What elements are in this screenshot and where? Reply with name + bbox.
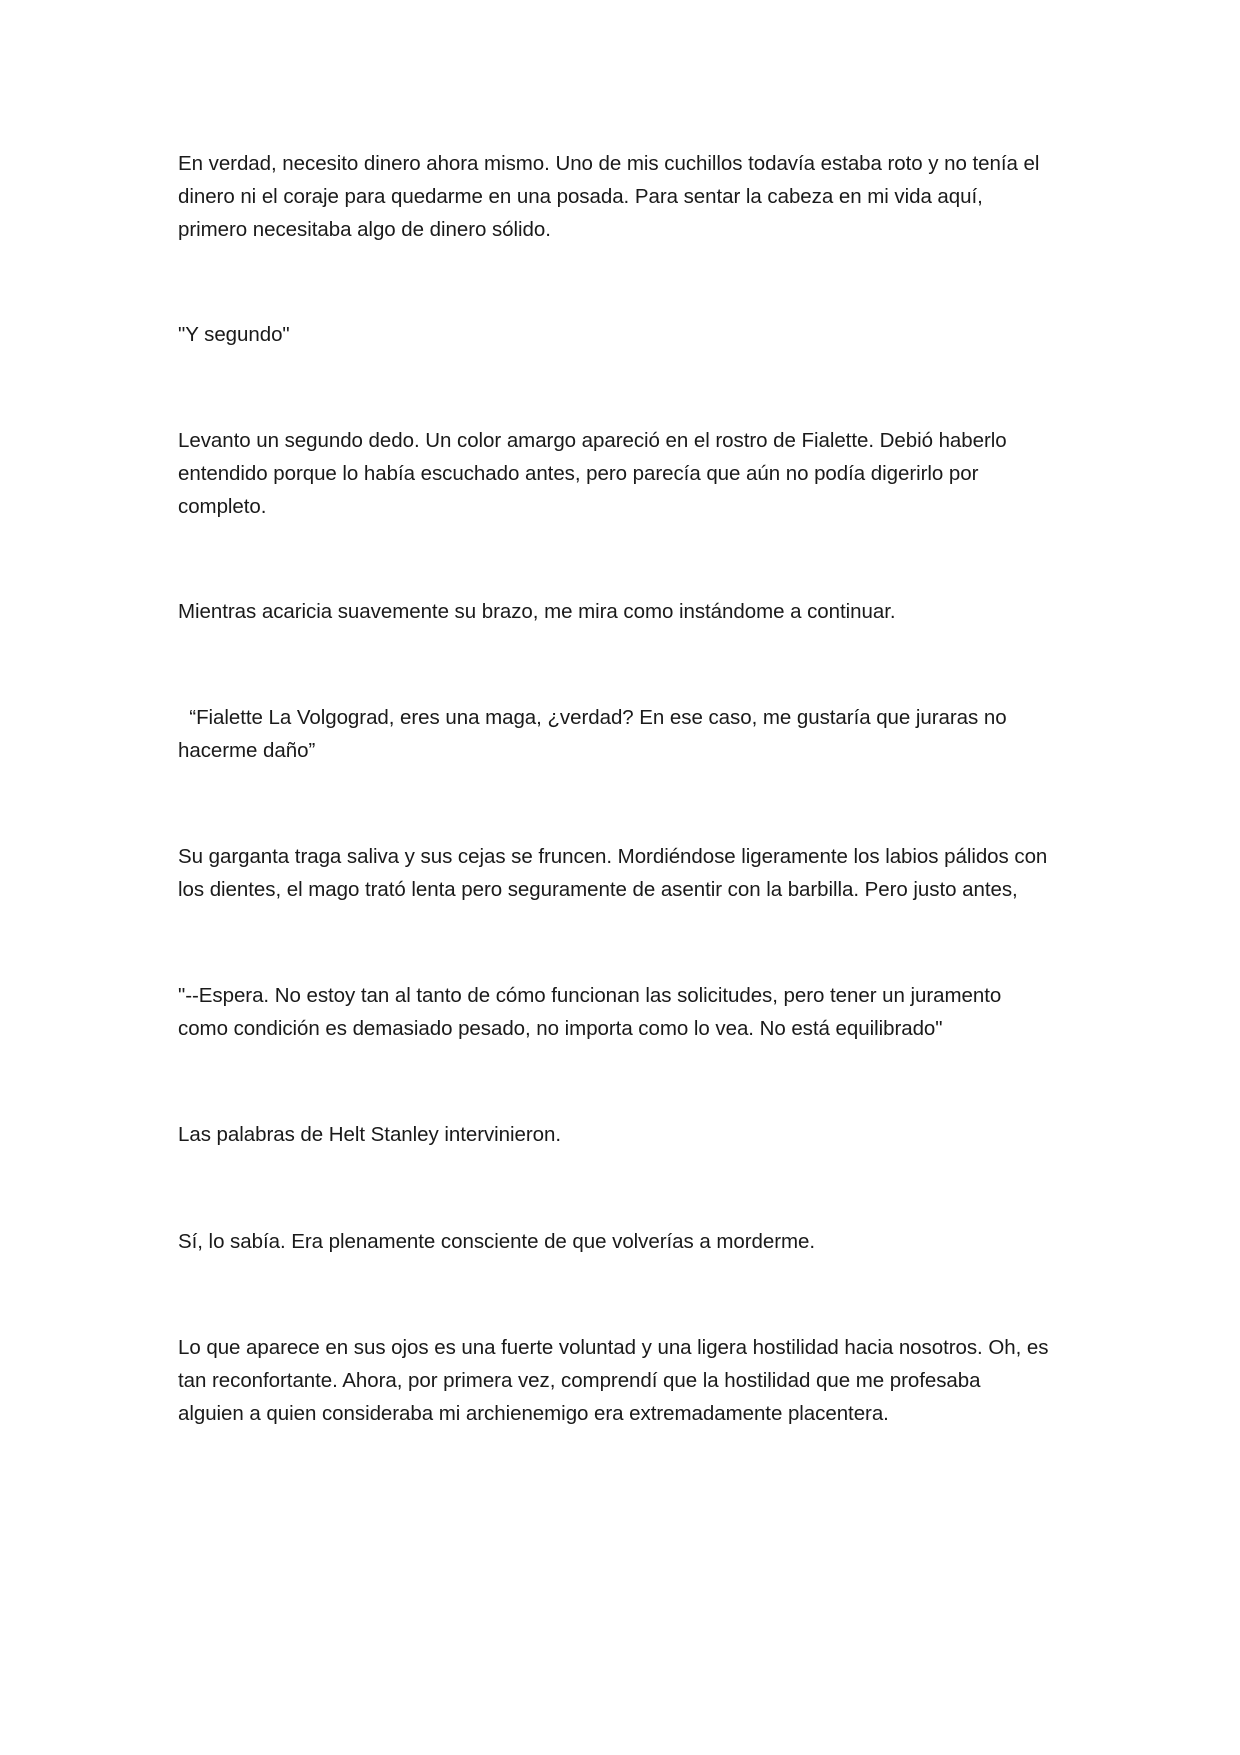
text-line: dinero ni el coraje para quedarme en una posada. Para sentar la cabeza en mi vida aquí, [178,185,983,208]
text-line: “Fialette La Volgograd, eres una maga, ¿verdad? En ese caso, me gustaría que juraras no [178,706,1007,729]
text-line: Mientras acaricia suavemente su brazo, me mira como instándome a continuar. [178,600,896,623]
text-line: En verdad, necesito dinero ahora mismo. Uno de mis cuchillos todavía estaba roto y no tenía el [178,152,1040,175]
text-line: tan reconfortante. Ahora, por primera vez, comprendí que la hostilidad que me profesaba [178,1369,981,1392]
text-line: alguien a quien consideraba mi archienemigo era extremadamente placentera. [178,1402,889,1425]
paragraph [178,701,1083,767]
text-line: Sí, lo sabía. Era plenamente consciente de que volverías a morderme. [178,1230,816,1253]
paragraph [178,1331,1083,1430]
text-line: "--Espera. No estoy tan al tanto de cómo funcionan las solicitudes, pero tener un juramento [178,984,1002,1007]
text-line: Lo que aparece en sus ojos es una fuerte voluntad y una ligera hostilidad hacia nosotros. Oh, es [178,1336,1049,1359]
text-line: completo. [178,495,267,518]
text-line: primero necesitaba algo de dinero sólido. [178,218,551,241]
paragraph [178,318,1083,351]
text-line: Su garganta traga saliva y sus cejas se fruncen. Mordiéndose ligeramente los labios pálidos con [178,845,1048,868]
paragraph [178,979,1083,1045]
text-line: los dientes, el mago trató lenta pero seguramente de asentir con la barbilla. Pero justo antes, [178,878,1018,901]
paragraph [178,840,1083,906]
paragraph [178,147,1083,246]
text-line: hacerme daño” [178,739,316,762]
text-line: Las palabras de Helt Stanley intervinieron. [178,1123,562,1146]
paragraph [178,1118,1083,1151]
paragraph [178,595,1083,628]
text-line: entendido porque lo había escuchado antes, pero parecía que aún no podía digerirlo por [178,462,979,485]
paragraph [178,1225,1083,1258]
text-line: como condición es demasiado pesado, no importa como lo vea. No está equilibrado" [178,1017,943,1040]
paragraph [178,424,1083,523]
text-line: Levanto un segundo dedo. Un color amargo apareció en el rostro de Fialette. Debió haberlo [178,429,1007,452]
text-line: "Y segundo" [178,323,290,346]
